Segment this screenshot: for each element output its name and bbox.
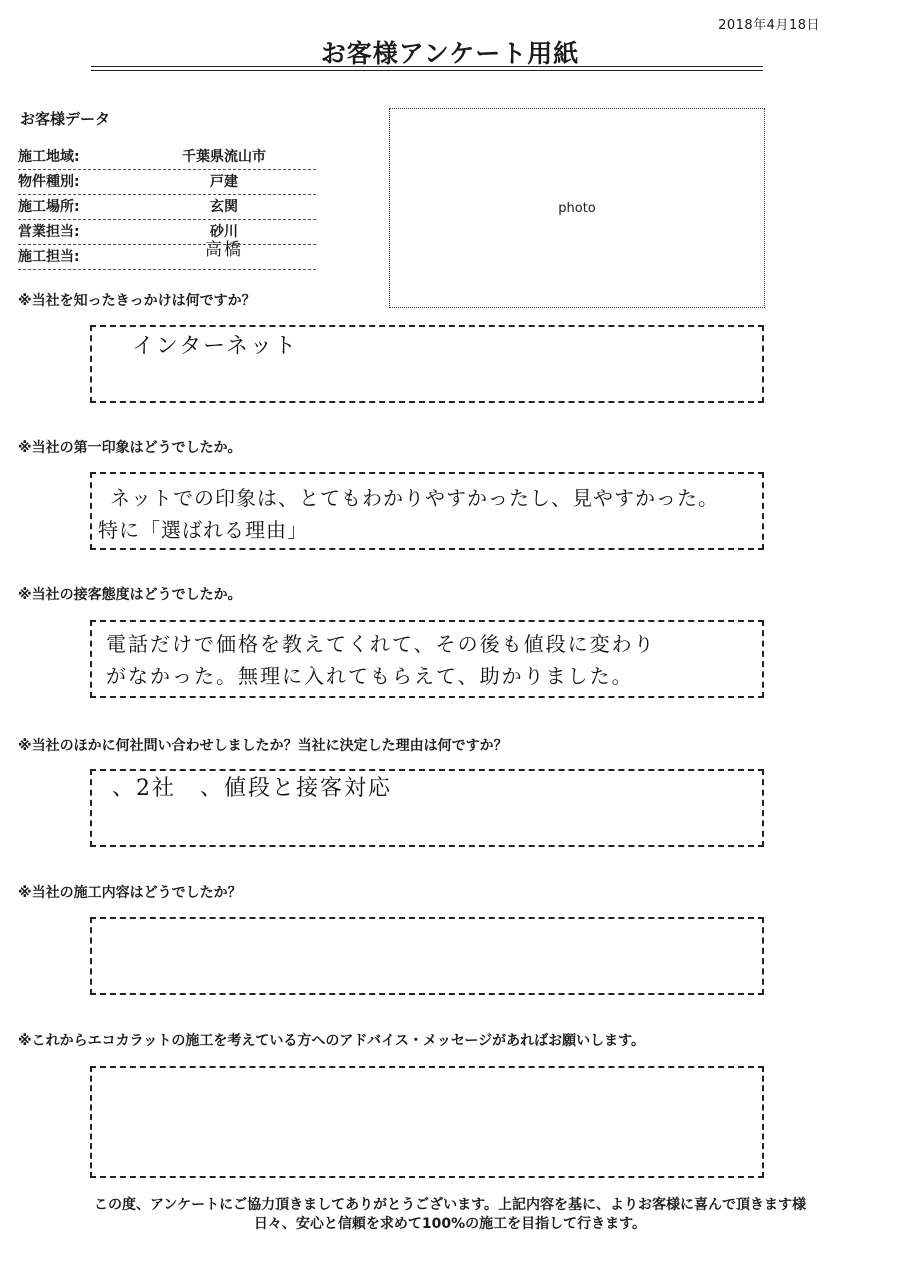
field-value-handwritten: 高橋: [205, 240, 243, 260]
question-6: ※これからエコカラットの施工を考えている方へのアドバイス・メッセージがあればお願いします。: [18, 1033, 645, 1049]
question-1: ※当社を知ったきっかけは何ですか？: [18, 293, 256, 309]
answer-line: 特に「選ばれる理由」: [98, 518, 308, 542]
field-value: 砂川: [210, 224, 238, 240]
question-2: ※当社の第一印象はどうでしたか。: [18, 440, 242, 456]
question-5: ※当社の施工内容はどうでしたか？: [18, 885, 242, 901]
field-value: 戸建: [210, 174, 238, 190]
footer-line-2: 日々、安心と信頼を求めて100%の施工を目指して行きます。: [253, 1216, 647, 1232]
customer-field-type: [18, 169, 316, 195]
answer-line: がなかった。無理に入れてもらえて、助かりました。: [106, 664, 634, 688]
customer-field-area: [18, 144, 316, 170]
photo-placeholder: [389, 108, 765, 308]
answer-line: 、2社 、値段と接客対応: [112, 776, 392, 801]
field-label: 施工担当:: [18, 249, 80, 265]
customer-field-location: [18, 194, 316, 220]
answer-box-6: [90, 1066, 764, 1178]
customer-field-installer: [18, 240, 316, 270]
answer-line: ネットでの印象は、とてもわかりやすかったし、見やすかった。: [110, 486, 719, 510]
field-label: 営業担当:: [18, 224, 80, 240]
answer-box-2: [90, 472, 764, 550]
answer-box-1: [90, 325, 764, 403]
answer-line: 電話だけで価格を教えてくれて、その後も値段に変わり: [106, 632, 656, 656]
field-value: 千葉県流山市: [182, 149, 266, 165]
page-title: お客様アンケート用紙: [320, 39, 580, 68]
photo-label: photo: [558, 200, 596, 216]
answer-box-4: [90, 769, 764, 847]
footer-line-1: この度、アンケートにご協力頂きましてありがとうございます。上記内容を基に、よりお客様に喜んで頂きます様: [93, 1197, 807, 1213]
question-4: ※当社のほかに何社問い合わせしましたか？当社に決定した理由は何ですか？: [18, 738, 508, 754]
survey-date: 2018年4月18日: [718, 18, 820, 33]
answer-box-3: [90, 620, 764, 698]
field-label: 物件種別:: [18, 174, 80, 190]
field-value: 玄関: [210, 199, 238, 215]
answer-box-5: [90, 917, 764, 995]
answer-line: インターネット: [132, 334, 299, 359]
customer-data-heading: お客様データ: [20, 110, 111, 128]
title-underline: [91, 66, 763, 67]
field-label: 施工地域:: [18, 149, 80, 165]
field-label: 施工場所:: [18, 199, 80, 215]
title-underline-thin: [91, 70, 763, 71]
question-3: ※当社の接客態度はどうでしたか。: [18, 587, 242, 603]
